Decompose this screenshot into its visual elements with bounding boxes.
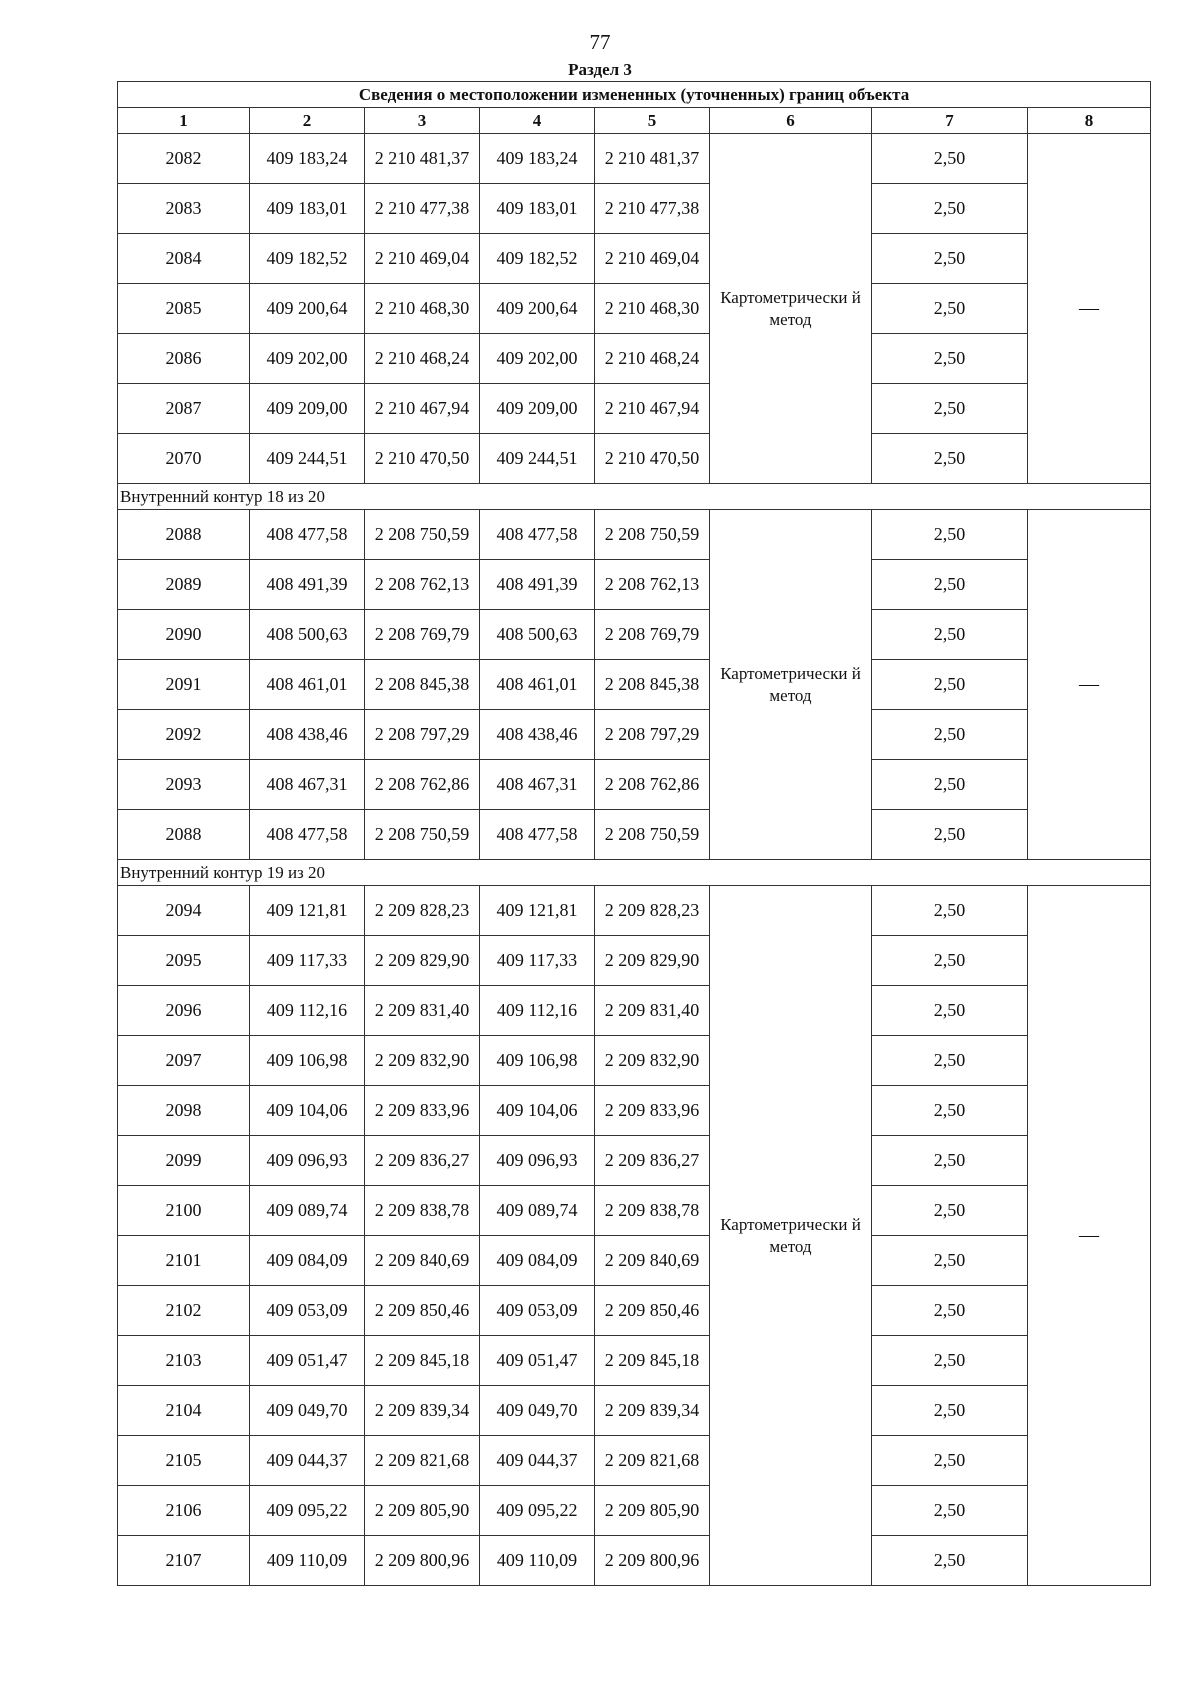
point-number-cell: 2089 [118, 560, 250, 610]
point-number-cell: 2094 [118, 886, 250, 936]
y-new-cell: 2 210 470,50 [595, 434, 710, 484]
column-8-cell: — [1028, 886, 1151, 1586]
x-old-cell: 409 182,52 [250, 234, 365, 284]
accuracy-cell: 2,50 [872, 284, 1028, 334]
x-old-cell: 409 183,01 [250, 184, 365, 234]
table-row [118, 760, 1151, 810]
y-new-cell: 2 209 840,69 [595, 1236, 710, 1286]
y-old-cell: 2 209 850,46 [365, 1286, 480, 1336]
y-new-cell: 2 210 468,24 [595, 334, 710, 384]
x-new-cell: 408 467,31 [480, 760, 595, 810]
point-number-cell: 2095 [118, 936, 250, 986]
x-new-cell: 409 089,74 [480, 1186, 595, 1236]
y-new-cell: 2 209 850,46 [595, 1286, 710, 1336]
accuracy-cell: 2,50 [872, 234, 1028, 284]
y-old-cell: 2 209 840,69 [365, 1236, 480, 1286]
accuracy-cell: 2,50 [872, 1286, 1028, 1336]
accuracy-cell: 2,50 [872, 610, 1028, 660]
accuracy-cell: 2,50 [872, 1186, 1028, 1236]
point-number-cell: 2086 [118, 334, 250, 384]
y-new-cell: 2 208 797,29 [595, 710, 710, 760]
x-new-cell: 409 183,01 [480, 184, 595, 234]
x-old-cell: 408 491,39 [250, 560, 365, 610]
coordinates-table [117, 81, 1151, 1586]
y-old-cell: 2 210 468,30 [365, 284, 480, 334]
x-old-cell: 409 200,64 [250, 284, 365, 334]
x-new-cell: 409 200,64 [480, 284, 595, 334]
column-number: 5 [595, 108, 710, 134]
y-new-cell: 2 210 468,30 [595, 284, 710, 334]
x-new-cell: 408 477,58 [480, 810, 595, 860]
column-8-cell: — [1028, 510, 1151, 860]
y-new-cell: 2 209 838,78 [595, 1186, 710, 1236]
y-old-cell: 2 208 750,59 [365, 810, 480, 860]
table-row [118, 1236, 1151, 1286]
y-new-cell: 2 209 805,90 [595, 1486, 710, 1536]
x-old-cell: 409 110,09 [250, 1536, 365, 1586]
y-new-cell: 2 209 839,34 [595, 1386, 710, 1436]
x-new-cell: 408 500,63 [480, 610, 595, 660]
y-new-cell: 2 210 481,37 [595, 134, 710, 184]
column-number: 6 [710, 108, 872, 134]
x-new-cell: 409 117,33 [480, 936, 595, 986]
x-old-cell: 409 244,51 [250, 434, 365, 484]
y-new-cell: 2 210 467,94 [595, 384, 710, 434]
point-number-cell: 2101 [118, 1236, 250, 1286]
table-caption: Сведения о местоположении измененных (уточненных) границ объекта [118, 82, 1151, 108]
point-number-cell: 2085 [118, 284, 250, 334]
x-old-cell: 408 438,46 [250, 710, 365, 760]
x-old-cell: 408 477,58 [250, 810, 365, 860]
table-row [118, 510, 1151, 560]
y-old-cell: 2 208 797,29 [365, 710, 480, 760]
x-new-cell: 409 106,98 [480, 1036, 595, 1086]
y-new-cell: 2 208 750,59 [595, 510, 710, 560]
table-row [118, 134, 1151, 184]
table-row [118, 1336, 1151, 1386]
point-number-cell: 2106 [118, 1486, 250, 1536]
contour-label: Внутренний контур 19 из 20 [118, 860, 1151, 886]
table-row [118, 710, 1151, 760]
table-row [118, 936, 1151, 986]
contour-label-row [118, 860, 1151, 886]
x-new-cell: 409 121,81 [480, 886, 595, 936]
y-new-cell: 2 209 845,18 [595, 1336, 710, 1386]
x-old-cell: 409 095,22 [250, 1486, 365, 1536]
accuracy-cell: 2,50 [872, 660, 1028, 710]
point-number-cell: 2099 [118, 1136, 250, 1186]
table-row [118, 1436, 1151, 1486]
contour-label-row [118, 484, 1151, 510]
accuracy-cell: 2,50 [872, 384, 1028, 434]
point-number-cell: 2098 [118, 1086, 250, 1136]
table-row [118, 610, 1151, 660]
point-number-cell: 2090 [118, 610, 250, 660]
y-old-cell: 2 209 833,96 [365, 1086, 480, 1136]
y-old-cell: 2 209 845,18 [365, 1336, 480, 1386]
y-old-cell: 2 210 469,04 [365, 234, 480, 284]
y-old-cell: 2 208 762,13 [365, 560, 480, 610]
y-old-cell: 2 209 828,23 [365, 886, 480, 936]
accuracy-cell: 2,50 [872, 760, 1028, 810]
accuracy-cell: 2,50 [872, 1536, 1028, 1586]
y-new-cell: 2 209 829,90 [595, 936, 710, 986]
x-new-cell: 409 104,06 [480, 1086, 595, 1136]
point-number-cell: 2093 [118, 760, 250, 810]
method-cell: Картометрически й метод [710, 886, 872, 1586]
x-old-cell: 409 106,98 [250, 1036, 365, 1086]
table-row [118, 1486, 1151, 1536]
x-new-cell: 409 049,70 [480, 1386, 595, 1436]
accuracy-cell: 2,50 [872, 810, 1028, 860]
x-old-cell: 409 112,16 [250, 986, 365, 1036]
point-number-cell: 2087 [118, 384, 250, 434]
y-new-cell: 2 210 477,38 [595, 184, 710, 234]
table-row [118, 1536, 1151, 1586]
accuracy-cell: 2,50 [872, 886, 1028, 936]
point-number-cell: 2107 [118, 1536, 250, 1586]
y-new-cell: 2 208 762,13 [595, 560, 710, 610]
x-new-cell: 409 084,09 [480, 1236, 595, 1286]
y-old-cell: 2 210 477,38 [365, 184, 480, 234]
y-old-cell: 2 210 467,94 [365, 384, 480, 434]
y-new-cell: 2 208 845,38 [595, 660, 710, 710]
method-cell: Картометрически й метод [710, 510, 872, 860]
accuracy-cell: 2,50 [872, 710, 1028, 760]
y-new-cell: 2 209 832,90 [595, 1036, 710, 1086]
point-number-cell: 2088 [118, 510, 250, 560]
y-new-cell: 2 208 769,79 [595, 610, 710, 660]
point-number-cell: 2091 [118, 660, 250, 710]
y-old-cell: 2 209 800,96 [365, 1536, 480, 1586]
x-old-cell: 408 467,31 [250, 760, 365, 810]
x-old-cell: 408 461,01 [250, 660, 365, 710]
accuracy-cell: 2,50 [872, 560, 1028, 610]
table-row [118, 1386, 1151, 1436]
point-number-cell: 2102 [118, 1286, 250, 1336]
y-old-cell: 2 210 470,50 [365, 434, 480, 484]
x-new-cell: 409 110,09 [480, 1536, 595, 1586]
x-old-cell: 409 183,24 [250, 134, 365, 184]
section-title: Раздел 3 [568, 60, 632, 79]
table-row [118, 886, 1151, 936]
x-new-cell: 409 202,00 [480, 334, 595, 384]
y-new-cell: 2 208 762,86 [595, 760, 710, 810]
x-old-cell: 409 051,47 [250, 1336, 365, 1386]
y-new-cell: 2 210 469,04 [595, 234, 710, 284]
point-number-cell: 2104 [118, 1386, 250, 1436]
point-number-cell: 2096 [118, 986, 250, 1036]
y-old-cell: 2 209 832,90 [365, 1036, 480, 1086]
x-new-cell: 409 209,00 [480, 384, 595, 434]
y-old-cell: 2 208 845,38 [365, 660, 480, 710]
accuracy-cell: 2,50 [872, 134, 1028, 184]
x-old-cell: 409 089,74 [250, 1186, 365, 1236]
table-row [118, 1136, 1151, 1186]
table-row [118, 234, 1151, 284]
x-new-cell: 408 477,58 [480, 510, 595, 560]
y-old-cell: 2 209 829,90 [365, 936, 480, 986]
column-number: 4 [480, 108, 595, 134]
table-row [118, 384, 1151, 434]
accuracy-cell: 2,50 [872, 1436, 1028, 1486]
column-8-cell: — [1028, 134, 1151, 484]
x-new-cell: 409 051,47 [480, 1336, 595, 1386]
accuracy-cell: 2,50 [872, 184, 1028, 234]
x-old-cell: 408 500,63 [250, 610, 365, 660]
x-new-cell: 409 244,51 [480, 434, 595, 484]
x-old-cell: 409 121,81 [250, 886, 365, 936]
y-new-cell: 2 209 833,96 [595, 1086, 710, 1136]
point-number-cell: 2070 [118, 434, 250, 484]
table-row [118, 986, 1151, 1036]
x-new-cell: 408 438,46 [480, 710, 595, 760]
y-old-cell: 2 210 468,24 [365, 334, 480, 384]
table-row [118, 284, 1151, 334]
point-number-cell: 2083 [118, 184, 250, 234]
point-number-cell: 2103 [118, 1336, 250, 1386]
y-new-cell: 2 209 831,40 [595, 986, 710, 1036]
column-number: 1 [118, 108, 250, 134]
page-number: 77 [589, 30, 611, 54]
x-new-cell: 409 044,37 [480, 1436, 595, 1486]
accuracy-cell: 2,50 [872, 1486, 1028, 1536]
point-number-cell: 2100 [118, 1186, 250, 1236]
x-old-cell: 409 202,00 [250, 334, 365, 384]
x-old-cell: 409 084,09 [250, 1236, 365, 1286]
x-new-cell: 409 096,93 [480, 1136, 595, 1186]
point-number-cell: 2092 [118, 710, 250, 760]
x-new-cell: 409 095,22 [480, 1486, 595, 1536]
table-row [118, 1036, 1151, 1086]
table-row [118, 184, 1151, 234]
x-new-cell: 408 491,39 [480, 560, 595, 610]
table-row [118, 810, 1151, 860]
x-old-cell: 409 209,00 [250, 384, 365, 434]
x-old-cell: 409 096,93 [250, 1136, 365, 1186]
column-number: 3 [365, 108, 480, 134]
y-old-cell: 2 209 831,40 [365, 986, 480, 1036]
table-row [118, 560, 1151, 610]
table-row [118, 1186, 1151, 1236]
x-new-cell: 409 182,52 [480, 234, 595, 284]
method-cell: Картометрически й метод [710, 134, 872, 484]
table-row [118, 1086, 1151, 1136]
column-number: 8 [1028, 108, 1151, 134]
x-old-cell: 409 049,70 [250, 1386, 365, 1436]
x-old-cell: 409 053,09 [250, 1286, 365, 1336]
x-old-cell: 409 044,37 [250, 1436, 365, 1486]
x-new-cell: 409 183,24 [480, 134, 595, 184]
x-old-cell: 408 477,58 [250, 510, 365, 560]
accuracy-cell: 2,50 [872, 434, 1028, 484]
point-number-cell: 2082 [118, 134, 250, 184]
point-number-cell: 2084 [118, 234, 250, 284]
y-old-cell: 2 209 836,27 [365, 1136, 480, 1186]
point-number-cell: 2097 [118, 1036, 250, 1086]
y-old-cell: 2 209 839,34 [365, 1386, 480, 1436]
x-new-cell: 409 053,09 [480, 1286, 595, 1336]
point-number-cell: 2105 [118, 1436, 250, 1486]
y-old-cell: 2 209 821,68 [365, 1436, 480, 1486]
table-row [118, 434, 1151, 484]
y-old-cell: 2 209 805,90 [365, 1486, 480, 1536]
accuracy-cell: 2,50 [872, 1386, 1028, 1436]
accuracy-cell: 2,50 [872, 334, 1028, 384]
table-row [118, 334, 1151, 384]
accuracy-cell: 2,50 [872, 1086, 1028, 1136]
y-new-cell: 2 209 800,96 [595, 1536, 710, 1586]
x-new-cell: 408 461,01 [480, 660, 595, 710]
accuracy-cell: 2,50 [872, 1136, 1028, 1186]
accuracy-cell: 2,50 [872, 1236, 1028, 1286]
column-number: 7 [872, 108, 1028, 134]
y-old-cell: 2 209 838,78 [365, 1186, 480, 1236]
point-number-cell: 2088 [118, 810, 250, 860]
y-old-cell: 2 210 481,37 [365, 134, 480, 184]
accuracy-cell: 2,50 [872, 986, 1028, 1036]
accuracy-cell: 2,50 [872, 1036, 1028, 1086]
x-new-cell: 409 112,16 [480, 986, 595, 1036]
table-row [118, 660, 1151, 710]
accuracy-cell: 2,50 [872, 1336, 1028, 1386]
y-new-cell: 2 209 836,27 [595, 1136, 710, 1186]
y-new-cell: 2 208 750,59 [595, 810, 710, 860]
x-old-cell: 409 117,33 [250, 936, 365, 986]
y-new-cell: 2 209 828,23 [595, 886, 710, 936]
y-old-cell: 2 208 769,79 [365, 610, 480, 660]
y-new-cell: 2 209 821,68 [595, 1436, 710, 1486]
y-old-cell: 2 208 750,59 [365, 510, 480, 560]
accuracy-cell: 2,50 [872, 936, 1028, 986]
accuracy-cell: 2,50 [872, 510, 1028, 560]
table-body [118, 134, 1151, 1586]
y-old-cell: 2 208 762,86 [365, 760, 480, 810]
contour-label: Внутренний контур 18 из 20 [118, 484, 1151, 510]
column-number-row [118, 108, 1151, 134]
column-number: 2 [250, 108, 365, 134]
table-row [118, 1286, 1151, 1336]
x-old-cell: 409 104,06 [250, 1086, 365, 1136]
